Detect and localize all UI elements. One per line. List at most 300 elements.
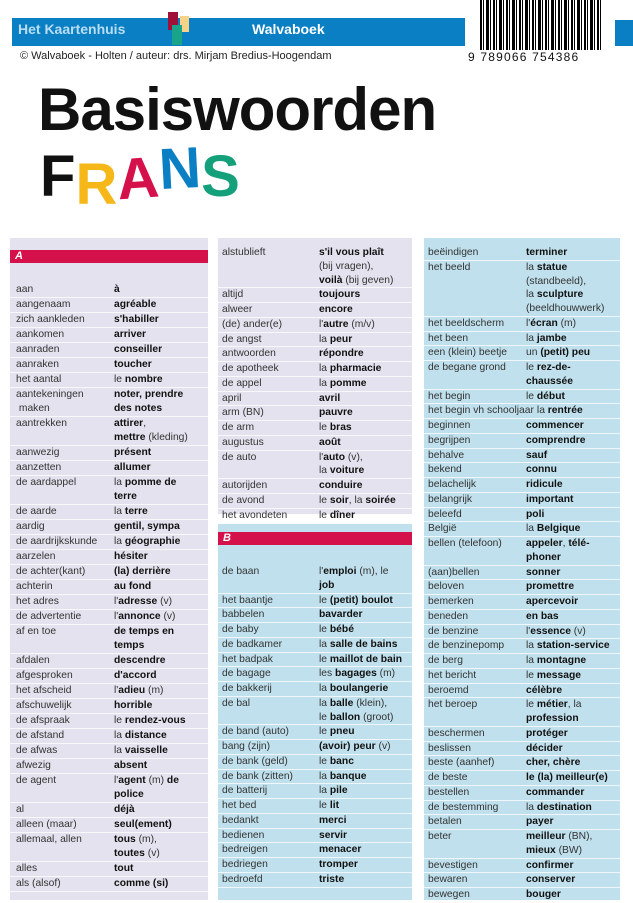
french-translation [319, 303, 353, 317]
vocab-row [10, 729, 208, 744]
vocab-row [424, 419, 620, 434]
vocab-row [424, 493, 620, 508]
french-translation [319, 347, 364, 361]
french-word: payer [526, 816, 554, 828]
french-word: rendez-vous [124, 715, 186, 726]
french-word: poli [526, 508, 545, 520]
french-word: mieux [526, 844, 556, 856]
dutch-word: het aantal [16, 374, 62, 385]
french-word: essence [530, 625, 571, 637]
french-note: le [319, 726, 330, 738]
dutch-word: de angst [222, 333, 262, 345]
french-word: auto [323, 451, 346, 463]
vocab-row [218, 565, 412, 594]
french-note: le [319, 509, 330, 521]
french-word: commencer [526, 420, 584, 431]
dutch-word: het begin vh schooljaar [428, 405, 534, 417]
french-translation [319, 406, 353, 420]
dutch-word: het afscheid [16, 685, 72, 696]
dutch-word: de badkamer [222, 638, 283, 650]
vocab-row [424, 684, 620, 699]
french-translation [114, 461, 151, 475]
french-note: (m) [376, 668, 396, 680]
dutch-word: babbelen [222, 609, 265, 621]
dutch-word: bevestigen [428, 859, 478, 871]
french-translation [526, 610, 559, 624]
french-translation [319, 829, 347, 843]
dutch-word: de arm [222, 422, 255, 433]
french-translation [319, 638, 397, 652]
french-word: destination [536, 801, 592, 813]
dutch-word: het beroep [428, 699, 478, 711]
vocab-row [218, 799, 412, 814]
dutch-word: de aarde [16, 506, 57, 517]
vocab-row [218, 594, 412, 609]
dutch-word: begrijpen [428, 434, 471, 446]
french-word: déjà [114, 804, 135, 815]
french-word: salle de bains [329, 638, 398, 650]
french-note: le [319, 494, 330, 506]
dutch-word: bedreigen [222, 844, 268, 856]
vocab-row [424, 463, 620, 478]
french-word: distance [124, 730, 167, 741]
french-word: pomme [329, 377, 367, 389]
vocab-row [10, 565, 208, 580]
vocab-row [424, 346, 620, 361]
french-word: toujours [319, 289, 361, 301]
vocab-row [424, 317, 620, 332]
french-note: le [114, 715, 125, 726]
dutch-word: bedriegen [222, 859, 268, 870]
dutch-word: de avond [222, 494, 265, 506]
french-translation [526, 261, 604, 316]
french-word: servir [319, 829, 348, 841]
french-word: ridicule [526, 479, 563, 490]
french-translation [114, 818, 172, 832]
french-note: (m) [145, 685, 164, 696]
french-note: (v), la [319, 451, 363, 477]
french-translation [114, 684, 163, 698]
column-1 [10, 238, 208, 900]
french-note: , la [348, 494, 366, 506]
french-note: la [536, 405, 548, 417]
section-header: B [218, 532, 412, 545]
column-2-top [218, 238, 412, 521]
vocab-row [10, 417, 208, 446]
dutch-word: het baantje [222, 594, 273, 606]
french-note: la [526, 332, 537, 344]
french-note: le [319, 800, 330, 811]
vocab-row [424, 756, 620, 771]
title-letter: R [75, 152, 118, 217]
french-translation [114, 298, 156, 312]
vocab-row [10, 862, 208, 877]
french-word: d'accord [114, 670, 157, 681]
dutch-word: bellen (telefoon) [428, 538, 502, 549]
french-translation [114, 610, 175, 624]
french-word: pharmacie [329, 363, 382, 374]
french-note: (v) [570, 625, 586, 637]
french-note: la [319, 377, 330, 389]
french-translation [319, 392, 340, 406]
french-word: seul(ement) [114, 819, 172, 830]
french-word: télé- phoner [526, 538, 590, 563]
french-word: arriver [114, 329, 147, 340]
french-word: (avoir) peur [319, 741, 376, 752]
french-translation [526, 742, 563, 756]
french-translation [526, 449, 547, 463]
vocab-row [218, 318, 412, 333]
french-note: la [526, 523, 537, 535]
french-note: la [526, 261, 537, 273]
dutch-word: het adres [16, 596, 59, 607]
dutch-word: de bagage [222, 668, 271, 680]
french-word: protéger [526, 727, 568, 739]
french-note: la [319, 770, 330, 782]
vocab-row [424, 625, 620, 640]
french-translation [526, 522, 580, 536]
vocab-row [218, 421, 412, 436]
french-word: voilà [319, 274, 343, 286]
french-translation [526, 332, 567, 346]
french-note: (kleding) [145, 432, 188, 443]
french-translation [526, 566, 560, 580]
french-translation [319, 653, 402, 667]
vocab-row [218, 858, 412, 873]
french-translation [526, 801, 592, 815]
dutch-word: als (alsof) [16, 878, 61, 889]
vocab-row [218, 682, 412, 697]
french-word: montagne [536, 655, 587, 666]
vocab-row [424, 332, 620, 347]
french-note: le [526, 390, 537, 402]
french-note: la [526, 655, 537, 666]
dutch-word: de afstand [16, 730, 65, 741]
french-note: le [526, 699, 537, 711]
column-3 [424, 238, 620, 900]
page-title: Basiswoorden [38, 76, 437, 143]
vocab-row [218, 509, 412, 524]
french-word: attirer [114, 418, 144, 429]
french-word: (petit) boulot [329, 594, 393, 606]
vocab-row [10, 580, 208, 595]
vocab-row [218, 246, 412, 288]
french-translation [319, 246, 393, 287]
vocab-row [10, 699, 208, 714]
vocab-row [10, 803, 208, 818]
french-word: conduire [319, 480, 363, 491]
dutch-word: de bal [222, 697, 251, 709]
vocab-row [424, 522, 620, 537]
french-word: nombre [124, 374, 163, 385]
dutch-word: achterin [16, 581, 53, 592]
column-2-bottom [218, 524, 412, 900]
french-translation [526, 684, 562, 698]
french-translation [526, 390, 565, 404]
french-translation [114, 833, 160, 861]
french-note: le [319, 624, 330, 635]
french-note: la [114, 745, 125, 756]
dutch-word: aan [16, 284, 34, 295]
french-translation [526, 317, 576, 331]
vocab-row [424, 771, 620, 786]
dutch-word: beschermen [428, 727, 485, 739]
french-translation [526, 493, 573, 507]
french-word: présent [114, 447, 152, 458]
dutch-word: België [428, 523, 457, 535]
vocab-row [218, 288, 412, 303]
vocab-row [218, 623, 412, 638]
french-word: sauf [526, 449, 548, 461]
dutch-word: het beeld [428, 261, 471, 273]
dutch-word: aanwezig [16, 447, 60, 458]
french-translation [114, 535, 180, 549]
french-translation [114, 388, 183, 416]
vocab-row [218, 333, 412, 348]
dutch-word: aanraken [16, 359, 59, 370]
brand-name: Het Kaartenhuis [18, 21, 126, 37]
dutch-word: bedroefd [222, 873, 263, 885]
french-note: (standbeeld), la [526, 275, 587, 301]
french-word: toucher [114, 359, 152, 370]
french-translation [526, 419, 584, 433]
dutch-word: bedankt [222, 814, 259, 826]
vocab-row [218, 494, 412, 509]
french-word: Belgique [536, 523, 581, 535]
dutch-word: afwezig [16, 760, 51, 771]
section-a-continued [218, 238, 412, 523]
french-translation [319, 725, 355, 739]
french-word: autre [323, 318, 349, 330]
french-word: ballon [329, 711, 361, 723]
french-word: apercevoir [526, 596, 579, 607]
vocab-row [10, 313, 208, 328]
french-word: lit [329, 800, 340, 811]
vocab-row [424, 610, 620, 625]
french-word: comprendre [526, 434, 586, 446]
vocab-row [10, 610, 208, 625]
french-word: triste [319, 873, 345, 885]
vocab-row [424, 246, 620, 261]
dutch-word: de baby [222, 624, 259, 635]
dutch-word: alleen (maar) [16, 819, 77, 830]
french-translation [319, 494, 396, 508]
french-translation [319, 451, 364, 479]
french-word: à [114, 284, 120, 295]
dutch-word: de appel [222, 377, 262, 389]
vocab-row [10, 358, 208, 373]
french-word: important [526, 493, 574, 505]
french-word: conseiller [114, 344, 163, 355]
vocab-row [424, 654, 620, 669]
french-translation [114, 669, 157, 683]
french-note: la [114, 730, 125, 741]
french-note: l' [526, 625, 531, 637]
dutch-word: het badpak [222, 653, 273, 665]
vocab-row [10, 833, 208, 862]
dutch-word: afgesproken [16, 670, 73, 681]
french-word: s'il vous plaît [319, 247, 384, 258]
french-note: la [114, 536, 125, 547]
vocab-row [218, 667, 412, 682]
french-word: bagages [335, 668, 377, 680]
french-word: (petit) peu [540, 347, 591, 359]
dutch-word: het bericht [428, 669, 477, 681]
french-note: (m) [557, 317, 577, 329]
french-word: profession [526, 713, 579, 724]
french-note: la [319, 638, 330, 650]
dutch-word: de benzine [428, 625, 479, 637]
vocab-row [10, 759, 208, 774]
dutch-word: betalen [428, 816, 462, 828]
vocab-row [218, 843, 412, 858]
vocab-row [424, 888, 620, 903]
dutch-word: (aan)bellen [428, 566, 480, 578]
dutch-word: beter [428, 831, 452, 842]
vocab-row [424, 261, 620, 317]
dutch-word: beste (aanhef) [428, 757, 495, 769]
french-word: soirée [365, 494, 396, 506]
vocab-row [10, 343, 208, 358]
french-translation [526, 580, 574, 594]
french-translation [526, 508, 544, 522]
vocab-row [218, 479, 412, 494]
french-word: (la) derrière [114, 566, 171, 577]
dutch-word: aangenaam [16, 299, 71, 310]
french-note: , [143, 418, 147, 429]
vocab-row [424, 404, 620, 419]
french-translation [114, 625, 174, 653]
dutch-word: af en toe [16, 626, 57, 637]
dutch-word: bekend [428, 464, 462, 476]
french-note: (groot) [360, 711, 394, 723]
french-word: appeler [526, 538, 563, 549]
dutch-word: alles [16, 863, 38, 874]
french-word: message [536, 669, 581, 681]
french-word: août [319, 436, 341, 448]
french-translation [319, 362, 381, 376]
french-word: menacer [319, 844, 362, 856]
french-note: (v) [157, 596, 173, 607]
french-word: connu [526, 464, 557, 476]
french-note: l' [114, 611, 119, 622]
vocab-row [218, 303, 412, 318]
vocab-row [424, 801, 620, 816]
french-word: au fond [114, 581, 152, 592]
vocab-row [218, 436, 412, 451]
french-translation [526, 698, 582, 726]
dutch-word: de begane grond [428, 362, 506, 373]
french-note: le [319, 594, 330, 606]
dutch-word: alweer [222, 304, 253, 315]
title-letter: N [157, 134, 203, 203]
dutch-word: de advertentie [16, 611, 82, 622]
header-bar-end [615, 20, 633, 46]
french-word: balle [329, 697, 354, 709]
dutch-word: behalve [428, 449, 465, 461]
french-word: conserver [526, 874, 576, 886]
french-translation [319, 740, 391, 754]
vocab-row [10, 595, 208, 610]
french-note: un [526, 347, 541, 359]
french-word: encore [319, 304, 353, 315]
french-word: peur [329, 333, 353, 345]
dutch-word: antwoorden [222, 348, 276, 360]
french-note: (v) [160, 611, 176, 622]
french-translation [526, 478, 563, 492]
french-word: toutes [114, 848, 145, 859]
french-word: horrible [114, 700, 153, 711]
french-word: gentil, sympa [114, 521, 180, 532]
french-note: la [319, 785, 330, 797]
french-word: confirmer [526, 859, 574, 871]
dutch-word: bedienen [222, 829, 265, 841]
french-note: (klein), le [319, 697, 388, 723]
vocab-row [424, 669, 620, 684]
dutch-word: altijd [222, 289, 244, 301]
french-word: sculpture [536, 289, 584, 301]
dutch-word: de apotheek [222, 363, 279, 374]
vocab-row [424, 566, 620, 581]
french-word: sonner [526, 566, 561, 578]
french-note: (BN), [568, 831, 593, 842]
french-word: agréable [114, 299, 157, 310]
french-word: bouger [526, 889, 561, 900]
dutch-word: de agent [16, 775, 57, 786]
section-b [218, 524, 412, 888]
french-word: tromper [319, 859, 358, 870]
french-translation [114, 774, 179, 802]
french-translation [319, 770, 367, 784]
vocab-row [424, 742, 620, 757]
french-word: adieu [118, 685, 146, 696]
french-word: répondre [319, 348, 364, 360]
french-translation [319, 377, 367, 391]
french-note: la [319, 697, 330, 709]
dutch-word: de band (auto) [222, 726, 289, 738]
dutch-word: aantrekken [16, 418, 67, 429]
french-word: bavarder [319, 609, 363, 621]
dutch-word: beroemd [428, 684, 469, 696]
vocab-row [424, 859, 620, 874]
french-translation [319, 697, 393, 725]
french-translation [114, 729, 167, 743]
french-word: le (la) meilleur(e) [526, 772, 608, 783]
dutch-word: autorijden [222, 480, 268, 491]
french-translation [526, 434, 586, 448]
french-translation [114, 580, 151, 594]
french-word: rez-de- chaussée [526, 362, 573, 387]
dutch-word: aardig [16, 521, 45, 532]
french-translation [114, 446, 151, 460]
french-translation [526, 873, 575, 887]
vocab-row [424, 698, 620, 727]
title-letter: A [115, 144, 162, 213]
vocab-row [218, 755, 412, 770]
dutch-word: belachelijk [428, 479, 477, 490]
dutch-word: (de) ander(e) [222, 318, 283, 330]
french-word: hésiter [114, 551, 148, 562]
french-translation [319, 873, 344, 887]
french-translation [526, 346, 590, 360]
french-translation [319, 755, 354, 769]
french-word: allumer [114, 462, 151, 473]
french-translation [114, 476, 176, 504]
french-translation [319, 594, 393, 608]
french-translation [114, 877, 168, 891]
vocab-row [218, 638, 412, 653]
french-word: terminer [526, 247, 568, 258]
